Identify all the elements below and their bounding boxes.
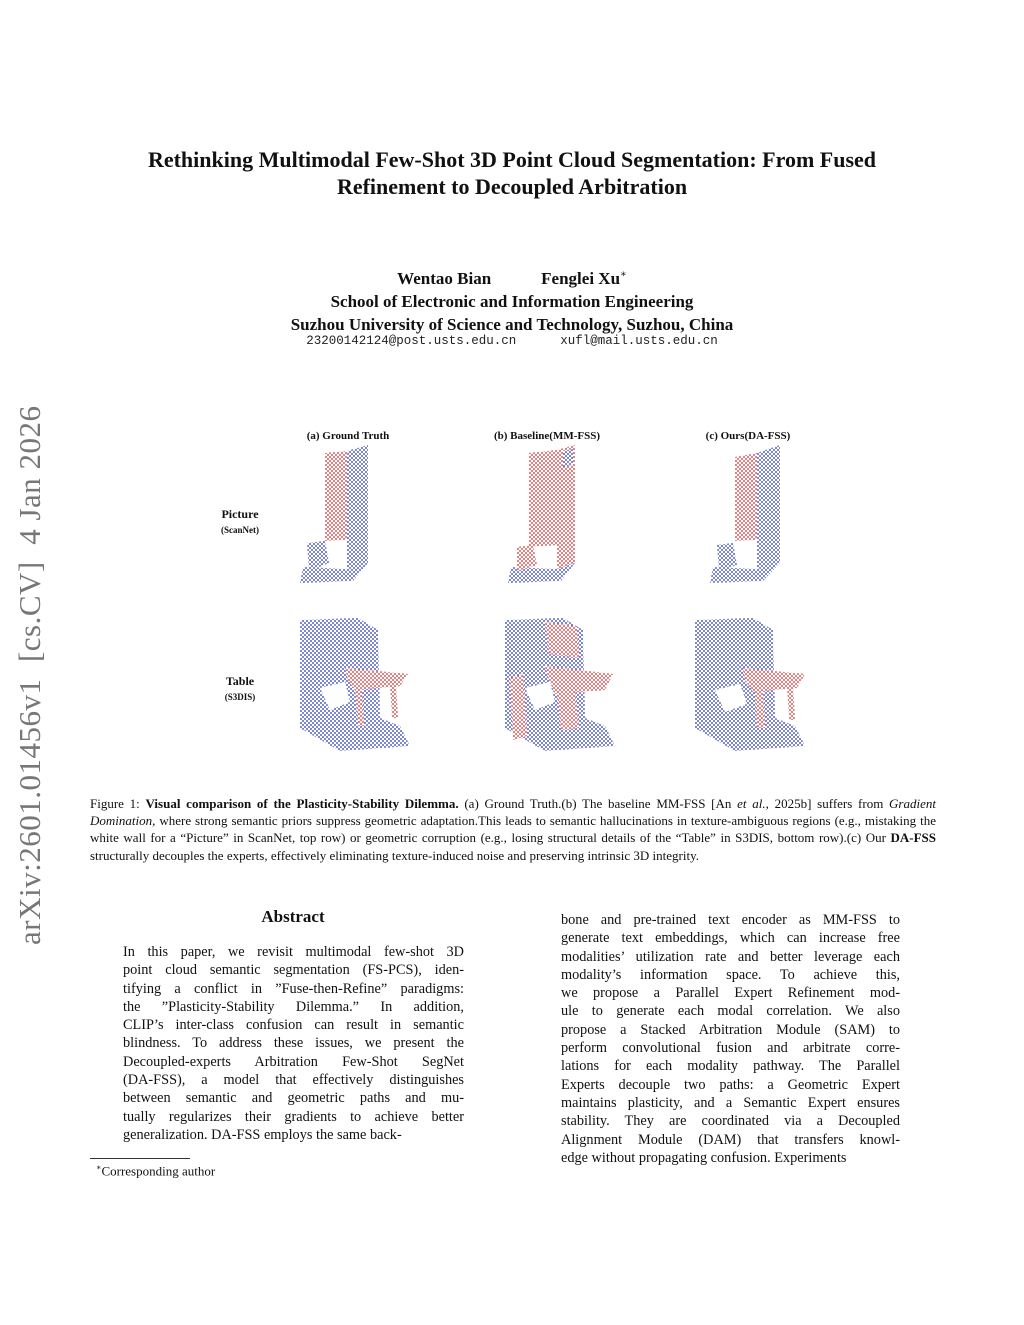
right-column-body (561, 911, 900, 1167)
caption-emphasis: Gradient Domination (90, 796, 936, 829)
footnote-mark: ∗ (96, 1163, 102, 1172)
right-column-line: Alignment Module (DAM) that transfers knowl- (561, 1131, 900, 1148)
right-column-line: modality’s information space. To achieve this, (561, 966, 900, 983)
title-line-1: Rethinking Multimodal Few-Shot 3D Point Cloud Segmentation: From Fused (147, 147, 877, 172)
caption-etal: et al. (737, 796, 766, 811)
right-column-line: edge without propagating confusion. Experiments (561, 1149, 847, 1166)
corresponding-mark: ∗ (620, 269, 627, 280)
caption-text-1: (a) Ground Truth.(b) The baseline MM-FSS [An (458, 796, 738, 811)
abstract-line: the ”Plasticity-Stability Dilemma.” In addition, (123, 998, 464, 1015)
right-column-line: we propose a Parallel Expert Refinement mod- (561, 985, 900, 1002)
figure-column-title-c: (c) Ours(DA-FSS) (705, 430, 791, 442)
figure-row-label-picture (195, 507, 285, 535)
pointcloud-picture-baseline (503, 445, 603, 585)
right-column-line: stability. They are coordinated via a Decoupled (561, 1113, 900, 1130)
figure-row-label-table (195, 674, 285, 702)
abstract-line: In this paper, we revisit multimodal few-shot 3D (123, 944, 464, 960)
right-column-line: ule to generate each modal correlation. We also (561, 1003, 900, 1020)
author-emails (0, 334, 1024, 348)
caption-text-3: , where strong semantic priors suppress geometric adaptation.This leads to semantic hallucinations in texture-ambiguous regions (e.g., mistaking the white wall for a “Picture” in ScanNet, top row) or geometric corruption (e.g., losing structural details of the “Table” in S3DIS, bottom row).(c) Our (90, 813, 936, 846)
abstract-line: point cloud semantic segmentation (FS-PCS), iden- (123, 962, 464, 979)
paper-title (70, 146, 954, 200)
title-line-2: Refinement to Decoupled Arbitration (336, 174, 688, 199)
figure-caption (90, 795, 936, 864)
figure-column-title-b: (b) Baseline(MM-FSS) (493, 430, 600, 442)
caption-text-2: , 2025b] suffers from (765, 796, 890, 811)
pointcloud-picture-ground-truth (295, 445, 395, 585)
pointcloud-table-ground-truth (300, 618, 420, 753)
abstract-body (123, 943, 464, 1144)
row-label-sub: (S3DIS) (224, 692, 256, 702)
right-column-line: propose a Stacked Arbitration Module (SAM) to (561, 1021, 900, 1038)
right-column-line: perform convolutional fusion and arbitrate corre- (561, 1040, 900, 1057)
abstract-line: blindness. To address these issues, we present the (123, 1035, 464, 1052)
author-name-1: Wentao Bian (397, 268, 492, 288)
footnote-rule (90, 1158, 190, 1159)
abstract-line: Decoupled-experts Arbitration Few-Shot SegNet (123, 1053, 464, 1070)
affiliation-department: School of Electronic and Information Engineering (330, 291, 694, 311)
pointcloud-table-ours (695, 618, 815, 753)
abstract-line: (DA-FSS), a model that effectively distinguishes (123, 1072, 464, 1089)
right-column-line: Experts decouple two paths: a Geometric Expert (561, 1076, 900, 1093)
right-column-line: modalities’ utilization rate and better leverage each (561, 948, 900, 965)
row-label-main: Table (225, 674, 255, 688)
arxiv-identifier: arXiv:2601.01456v1 [cs.CV] 4 Jan 2026 (12, 405, 47, 945)
row-label-sub: (ScanNet) (221, 525, 259, 535)
abstract-line: generalization. DA-FSS employs the same back- (123, 1126, 402, 1143)
author-block (0, 263, 1024, 336)
caption-title: Visual comparison of the Plasticity-Stability Dilemma. (145, 796, 459, 811)
abstract-line: CLIP’s inter-class confusion can result in semantic (123, 1017, 464, 1034)
abstract-heading: Abstract (261, 907, 325, 926)
footnote-text: Corresponding author (101, 1163, 216, 1179)
abstract-line: tually regularizes their gradients to achieve better (123, 1108, 464, 1125)
right-column-line: generate text embeddings, which can increase free (561, 930, 900, 947)
right-column-line: bone and pre-trained text encoder as MM-FSS to (561, 912, 900, 928)
footnote (96, 1163, 215, 1179)
pointcloud-table-baseline (505, 618, 625, 753)
caption-prefix: Figure 1: (90, 796, 146, 811)
email-1[interactable]: 23200142124@post.usts.edu.cn (306, 334, 517, 348)
figure-column-title-a: (a) Ground Truth (306, 430, 390, 442)
caption-method-name: DA-FSS (890, 830, 936, 846)
abstract-line: between semantic and geometric paths and mu- (123, 1090, 464, 1107)
row-label-main: Picture (221, 507, 259, 521)
author-name-2: Fenglei Xu (541, 268, 621, 288)
caption-text-4: structurally decouples the experts, effectively eliminating texture-induced noise and preserving intrinsic 3D integrity. (90, 847, 700, 863)
email-2[interactable]: xufl@mail.usts.edu.cn (560, 334, 718, 348)
pointcloud-picture-ours (705, 445, 805, 585)
right-column-line: maintains plasticity, and a Semantic Expert ensures (561, 1094, 900, 1111)
affiliation-university: Suzhou University of Science and Technology, Suzhou, China (290, 314, 734, 334)
abstract-line: tifying a conflict in ”Fuse-then-Refine” paradigms: (123, 980, 464, 997)
right-column-line: lations for each modality pathway. The Parallel (561, 1058, 900, 1075)
